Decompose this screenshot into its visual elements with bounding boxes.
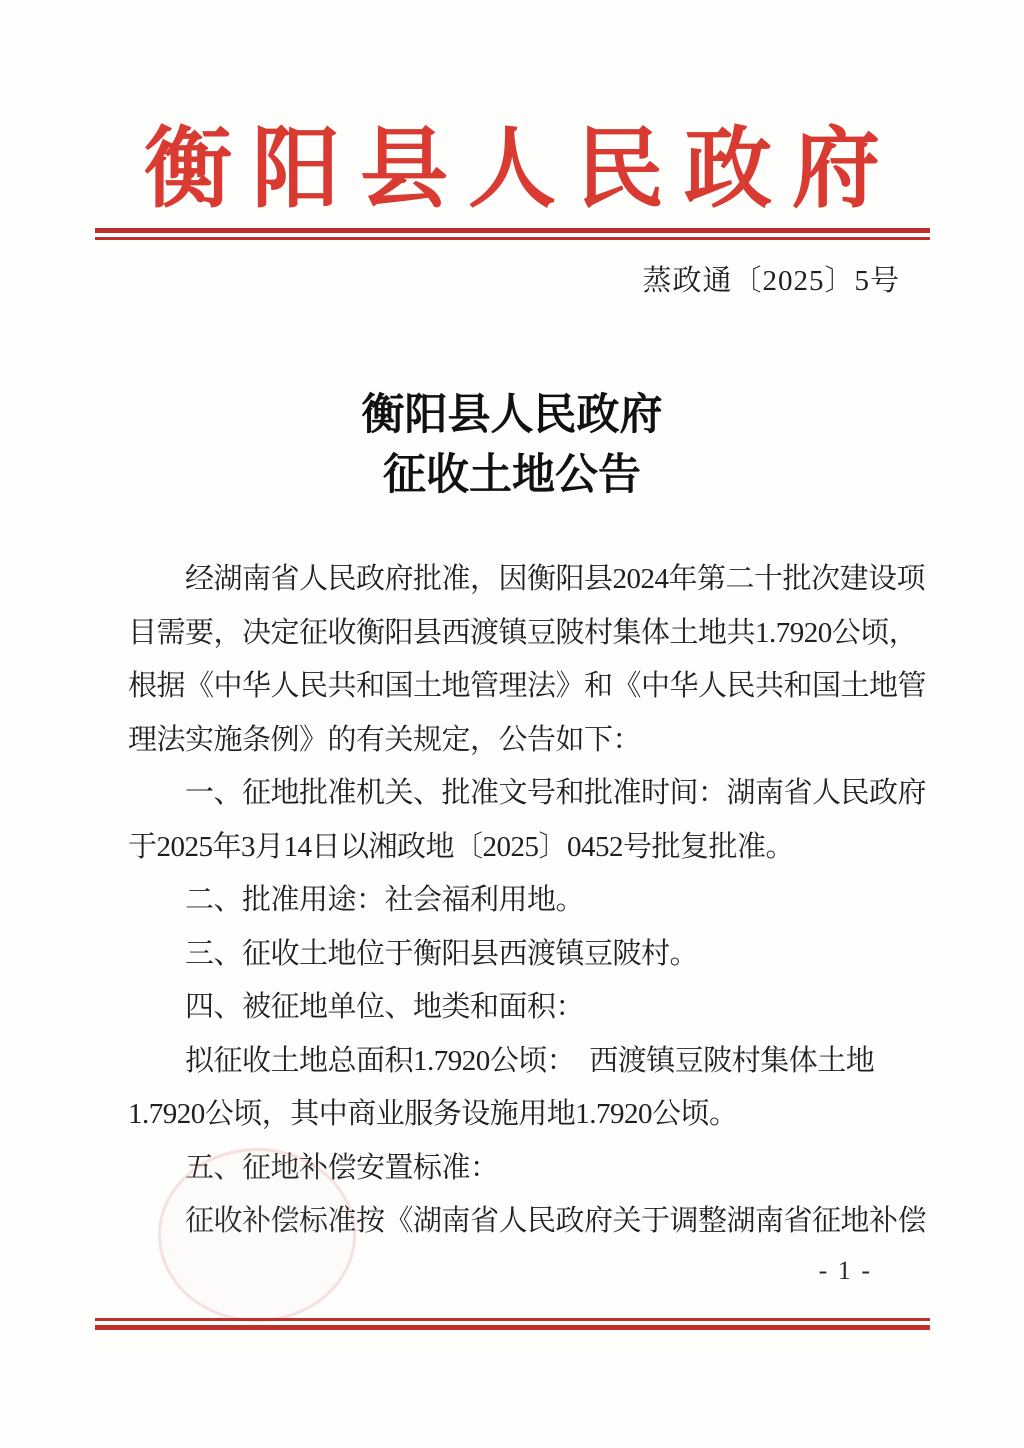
document-title-line-1: 衡阳县人民政府: [361, 392, 663, 439]
body-line: 理法实施条例》的有关规定，公告如下：: [128, 723, 642, 756]
document-body: [128, 553, 927, 1249]
footer-double-rule: [95, 1318, 930, 1330]
page-number: - 1 -: [818, 1256, 872, 1285]
body-line: 于2025年3月14日以湘政地〔2025〕0452号批复批准。: [128, 830, 795, 863]
faint-stamp-circle: [158, 1148, 356, 1322]
letterhead-org-name: 衡阳县人民政府: [143, 122, 900, 219]
rule-line: [95, 1325, 930, 1330]
body-line: 四、被征地单位、地类和面积：: [185, 991, 585, 1023]
body-line: 目需要，决定征收衡阳县西渡镇豆陂村集体土地共1.7920公顷，: [128, 616, 918, 649]
body-line: 一、征地批准机关、批准文号和批准时间：湖南省人民政府: [185, 777, 927, 809]
body-line: 根据《中华人民共和国土地管理法》和《中华人民共和国土地管: [128, 670, 927, 702]
document-title: [0, 386, 1024, 506]
body-line: 经湖南省人民政府批准，因衡阳县2024年第二十批次建设项: [185, 563, 926, 595]
rule-line: [95, 237, 930, 240]
body-line: 五、征地补偿安置标准：: [185, 1151, 499, 1184]
body-line: 三、征收土地位于衡阳县西渡镇豆陂村。: [185, 937, 699, 970]
document-number: 蒸政通〔2025〕5号: [642, 265, 900, 297]
body-line: 拟征收土地总面积1.7920公顷： 西渡镇豆陂村集体土地: [185, 1044, 875, 1077]
body-line: 征收补偿标准按《湖南省人民政府关于调整湖南省征地补偿: [185, 1205, 927, 1237]
body-line: 1.7920公顷，其中商业服务设施用地1.7920公顷。: [128, 1098, 738, 1130]
letterhead-double-rule: [95, 228, 930, 240]
document-title-line-2: 征收土地公告: [383, 452, 641, 499]
body-line: 二、批准用途：社会福利用地。: [185, 884, 585, 916]
